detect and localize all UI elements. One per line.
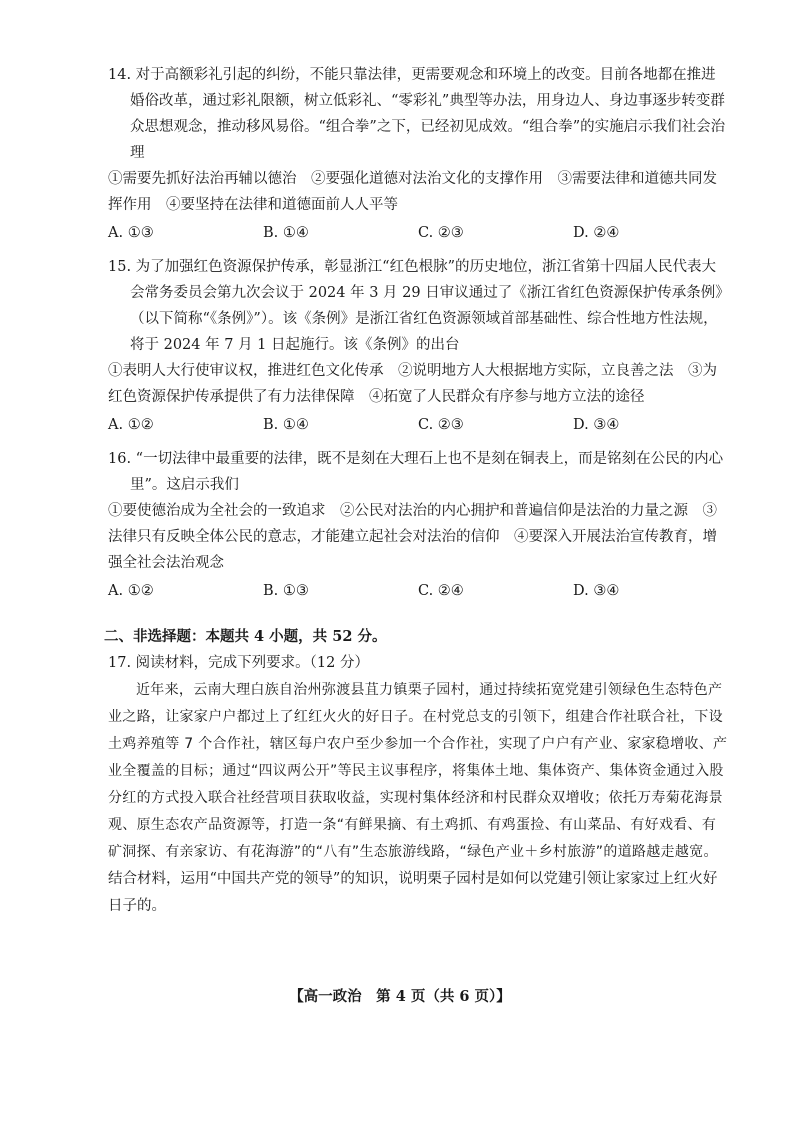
question-stem: 16. “一切法律中最重要的法律，既不是刻在大理石上也不是刻在铜表上，而是铭刻在公民的内心里”。这启示我们 xyxy=(108,451,724,493)
question-17 xyxy=(108,650,728,920)
option-d: D. ③④ xyxy=(573,583,620,599)
answer-options xyxy=(108,410,728,440)
option-b: B. ①④ xyxy=(263,417,309,433)
option-b: B. ①④ xyxy=(263,225,309,241)
option-c: C. ②③ xyxy=(418,417,464,433)
question-statements: ①要使德治成为全社会的一致追求 ②公民对法治的内心拥护和普遍信仰是法治的力量之源 ③法律只有反映全体公民的意志，才能建立起社会对法治的信仰 ④要深入开展法治宣传教育，增强全社会法治观念 xyxy=(108,503,717,571)
question-statements: ①需要先抓好法治再辅以德治 ②要强化道德对法治文化的支撑作用 ③需要法律和道德共同发挥作用 ④要坚持在法律和道德面前人人平等 xyxy=(108,171,717,213)
option-c: C. ②③ xyxy=(418,225,464,241)
option-d: D. ②④ xyxy=(573,225,620,241)
question-14 xyxy=(108,62,728,248)
question-task: 结合材料，运用“中国共产党的领导”的知识，说明栗子园村是如何以党建引领让家家过上红火好日子的。 xyxy=(108,871,718,914)
question-stem: 14. 对于高额彩礼引起的纠纷，不能只靠法律，更需要观念和环境上的改变。目前各地都在推进婚俗改革，通过彩礼限额，树立低彩礼、“零彩礼”典型等办法，用身边人、身边事逐步转变群众思想观念，推动移风易俗。“组合拳”之下，已经初见成效。“组合拳”的实施启示我们社会治理 xyxy=(108,67,726,161)
answer-options xyxy=(108,218,728,248)
option-c: C. ②④ xyxy=(418,583,464,599)
option-d: D. ③④ xyxy=(573,417,620,433)
question-title: 17. 阅读材料，完成下列要求。（12 分） xyxy=(108,655,369,671)
answer-options xyxy=(108,576,728,606)
reading-material: 近年来，云南大理白族自治州弥渡县苴力镇栗子园村，通过持续拓宽党建引领绿色生态特色产业之路，让家家户户都过上了红红火火的好日子。在村党总支的引领下，组建合作社联合社，下设土鸡养殖等 7 个合作社，辖区每户农户至少参加一个合作社，实现了户户有产业、家家稳增收、产业全覆盖的目标；通过“四议两公开”等民主议事程序，将集体土地、集体资产、集体资金通过入股分红的方式投入联合社经营项目获取收益，实现村集体经济和村民群众双增收；依托万寿菊花海景观、原生态农产品资源等，打造一条“有鲜果摘、有土鸡抓、有鸡蛋捡、有山菜品、有好戏看、有矿洞探、有亲家访、有花海游”的“八有”生态旅游线路，“绿色产业＋乡村旅游”的道路越走越宽。 xyxy=(108,682,728,860)
option-a: A. ①③ xyxy=(108,225,154,241)
section-heading: 二、非选择题：本题共 4 小题，共 52 分。 xyxy=(104,628,387,645)
option-a: A. ①② xyxy=(108,417,154,433)
option-a: A. ①② xyxy=(108,583,154,599)
question-16 xyxy=(108,446,728,606)
question-stem: 15. 为了加强红色资源保护传承，彰显浙江“红色根脉”的历史地位，浙江省第十四届人民代表大会常务委员会第九次会议于 2024 年 3 月 29 日审议通过了《浙江省红色资源保护传承条例》（以下简称“《条例》”）。该《条例》是浙江省红色资源领域首部基础性、综合性地方性法规，将于 2024 年 7 月 1 日起施行。该《条例》的出台 xyxy=(108,259,723,353)
page-footer: 【高一政治 第 4 页（共 6 页）】 xyxy=(289,988,511,1005)
option-b: B. ①③ xyxy=(263,583,309,599)
question-statements: ①表明人大行使审议权，推进红色文化传承 ②说明地方人大根据地方实际，立良善之法 ③为红色资源保护传承提供了有力法律保障 ④拓宽了人民群众有序参与地方立法的途径 xyxy=(108,363,717,405)
question-15 xyxy=(108,254,728,440)
